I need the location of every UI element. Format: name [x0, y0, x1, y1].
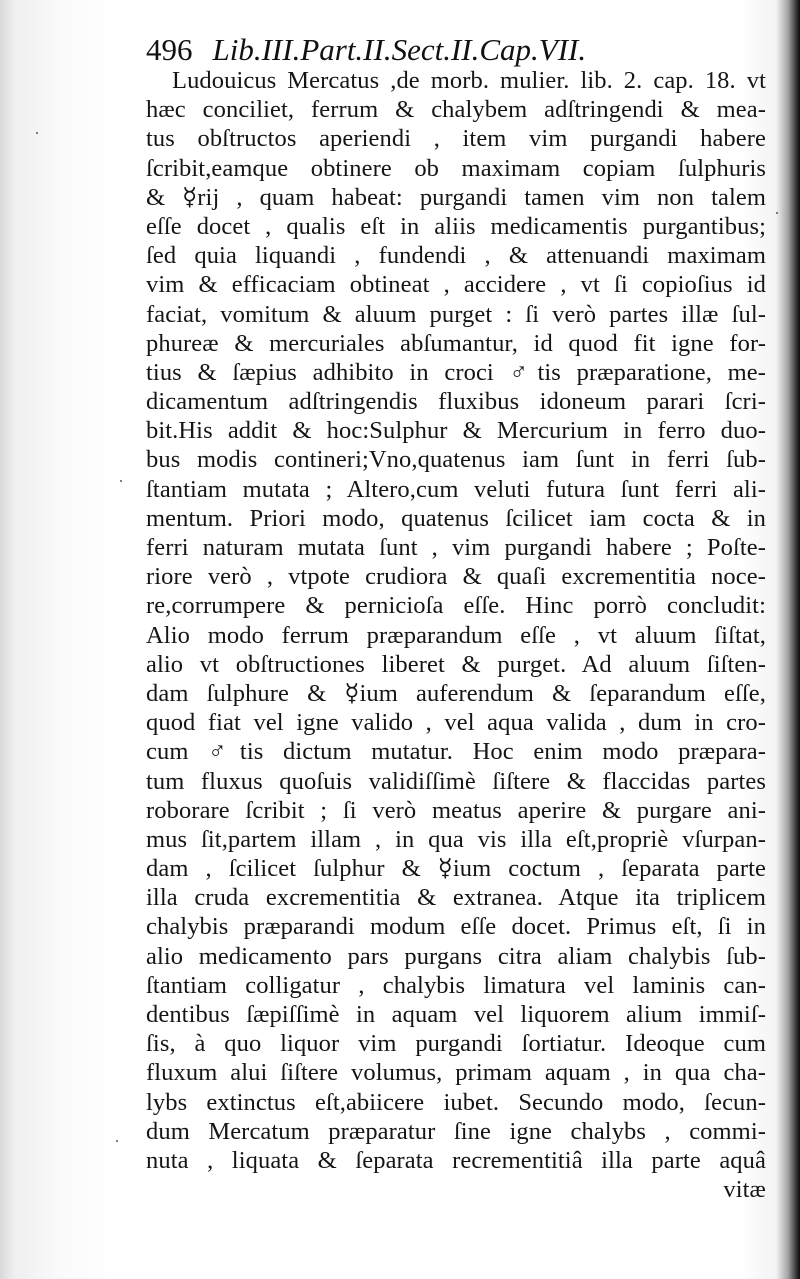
text-line: cum ♂tis dictum mutatur. Hoc enim modo præpara-: [146, 738, 766, 766]
paper-speck: [116, 1140, 118, 1142]
text-line: ferri naturam mutata ſunt , vim purgandi habere ; Poſte-: [146, 534, 766, 561]
page-edge-shadow: [788, 0, 800, 1279]
text-line: nuta , liquata & ſeparata recrementitiâ illa parte aquâ: [146, 1146, 766, 1174]
text-line: eſſe docet , qualis eſt in aliis medicamentis purgantibus;: [146, 212, 766, 240]
text-line: bus modis contineri;Vno,quatenus iam ſunt in ferri ſub-: [146, 446, 766, 474]
text-line: ſtantiam colligatur , chalybis limatura vel laminis can-: [146, 971, 766, 999]
text-line: alio vt obſtructiones liberet & purget. Ad aluum ſiſten-: [146, 650, 766, 678]
text-line: roborare ſcribit ; ſi verò meatus aperire & purgare ani-: [146, 796, 766, 824]
text-line: dum Mercatum præparatur ſine igne chalybs , commi-: [146, 1117, 766, 1145]
running-header: [146, 30, 746, 70]
text-line: lybs extinctus eſt,abiicere iubet. Secundo modo, ſecun-: [146, 1088, 766, 1116]
paper-speck: [776, 212, 778, 214]
text-line: dam ſulphure & ☿ium auferendum & ſeparandum eſſe,: [146, 679, 766, 707]
text-line: dam , ſcilicet ſulphur & ☿ium coctum , ſeparata parte: [146, 855, 766, 883]
text-line: tius & ſæpius adhibito in croci ♂tis præparatione, me-: [146, 358, 766, 386]
page-number: 496: [146, 32, 193, 67]
text-line: ſed quia liquandi , fundendi , & attenuandi maximam: [146, 242, 766, 270]
text-line: illa cruda excrementitia & extranea. Atque ita triplicem: [146, 884, 766, 912]
text-line: Alio modo ferrum præparandum eſſe , vt aluum ſiſtat,: [146, 621, 766, 649]
body-text: [146, 66, 766, 1204]
text-line: hæc conciliet, ferrum & chalybem adſtringendi & mea-: [146, 96, 766, 124]
text-line: phureæ & mercuriales abſumantur, id quod fit igne for-: [146, 329, 766, 357]
text-line: ſis, à quo liquor vim purgandi ſortiatur. Ideoque cum: [146, 1030, 766, 1058]
text-line: tum fluxus quoſuis validiſſimè ſiſtere & flaccidas partes: [146, 767, 766, 795]
text-line: alio medicamento pars purgans citra aliam chalybis ſub-: [146, 942, 766, 970]
text-line: ſcribit,eamque obtinere ob maximam copiam ſulphuris: [146, 154, 766, 182]
text-line: & ☿rij , quam habeat: purgandi tamen vim non talem: [146, 183, 766, 211]
text-line: mus ſit,partem illam , in qua vis illa eſt,propriè vſurpan-: [146, 825, 766, 853]
text-line: fluxum alui ſiſtere volumus, primam aquam , in qua cha-: [146, 1059, 766, 1087]
text-line: bit.His addit & hoc:Sulphur & Mercurium in ferro duo-: [146, 417, 766, 445]
text-line: Ludouicus Mercatus ,de morb. mulier. lib. 2. cap. 18. vt: [172, 67, 766, 94]
text-line: riore verò , vtpote crudiora & quaſi excrementitia noce-: [146, 563, 766, 591]
text-line: faciat, vomitum & aluum purget : ſi verò partes illæ ſul-: [146, 300, 766, 328]
paper-speck: [36, 132, 38, 134]
running-title: Lib.III.Part.II.Sect.II.Cap.VII.: [212, 32, 587, 67]
text-line: tus obſtructos aperiendi , item vim purgandi habere: [146, 125, 766, 153]
text-line: ſtantiam mutata ; Altero,cum veluti futura ſunt ferri ali-: [146, 475, 766, 503]
text-line: vim & efficaciam obtineat , accidere , vt ſi copioſius id: [146, 271, 766, 299]
catchword: vitæ: [723, 1176, 766, 1204]
paper-speck: [120, 480, 122, 482]
text-line: quod fiat vel igne valido , vel aqua valida , dum in cro-: [146, 709, 766, 737]
text-line: chalybis præparandi modum eſſe docet. Primus eſt, ſi in: [146, 913, 766, 941]
text-line: dicamentum adſtringendis fluxibus idoneum parari ſcri-: [146, 388, 766, 416]
text-line: mentum. Priori modo, quatenus ſcilicet iam cocta & in: [146, 504, 766, 532]
text-line: dentibus ſæpiſſimè in aquam vel liquorem alium immiſ-: [146, 1001, 766, 1028]
text-line: re,corrumpere & pernicioſa eſſe. Hinc porrò concludit:: [146, 592, 766, 620]
